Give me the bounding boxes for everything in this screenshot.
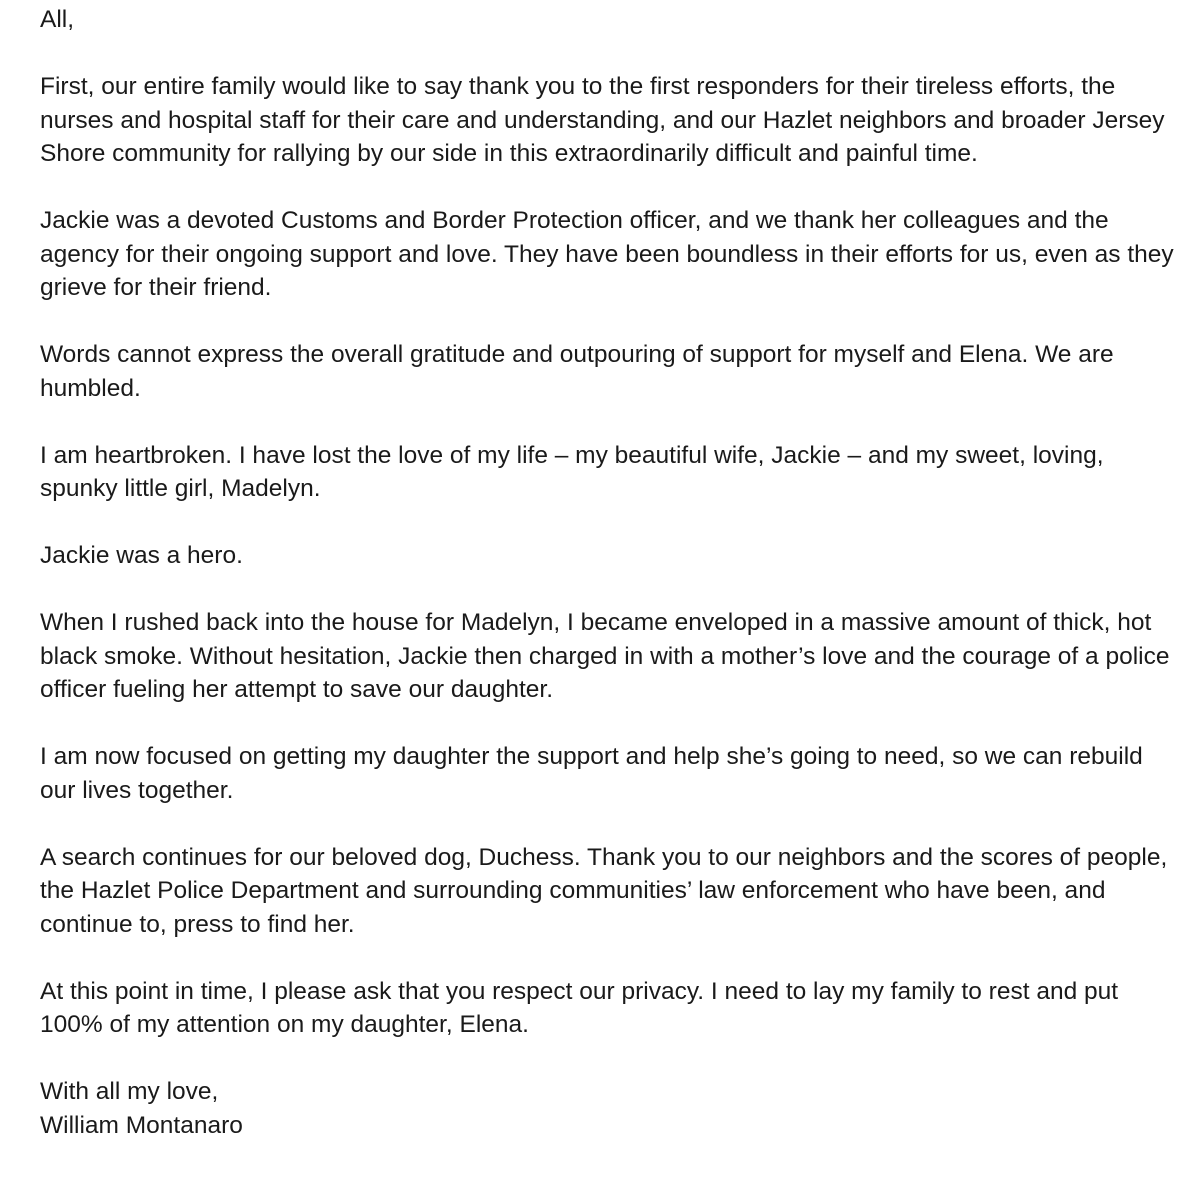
paragraph-hero: Jackie was a hero. — [40, 542, 243, 569]
letter-body — [40, 0, 1175, 1142]
signature: William Montanaro — [40, 1111, 243, 1139]
paragraph-search-dog: A search continues for our beloved dog, Duchess. Thank you to our neighbors and the scores of people, the Hazlet Police Department and surrounding communities’ law enforcement who have been, and continue to, press to find her. — [40, 843, 1168, 938]
paragraph-gratitude: Words cannot express the overall gratitude and outpouring of support for myself and Elena. We are humbled. — [40, 341, 1114, 402]
paragraph-heartbroken: I am heartbroken. I have lost the love of my life – my beautiful wife, Jackie – and my sweet, loving, spunky little girl, Madelyn. — [40, 441, 1104, 502]
paragraph-jackie-officer: Jackie was a devoted Customs and Border Protection officer, and we thank her colleagues and the agency for their ongoing support and love. They have been boundless in their efforts for us, even as they grieve for their friend. — [40, 207, 1174, 301]
paragraph-thanks-responders: First, our entire family would like to say thank you to the first responders for their tireless efforts, the nurses and hospital staff for their care and understanding, and our Hazlet neighbors and broader Jersey Shore community for rallying by our side in this extraordinarily difficult and painful time. — [40, 73, 1165, 167]
greeting: All, — [40, 6, 75, 33]
paragraph-focus-daughter: I am now focused on getting my daughter the support and help she’s going to need, so we can rebuild our lives together. — [40, 743, 1143, 804]
paragraph-fire-account: When I rushed back into the house for Madelyn, I became enveloped in a massive amount of thick, hot black smoke. Without hesitation, Jackie then charged in with a mother’s love and the courage of a police officer fueling her attempt to save our daughter. — [40, 609, 1170, 703]
closing-block — [40, 1075, 1175, 1142]
paragraph-privacy: At this point in time, I please ask that you respect our privacy. I need to lay my family to rest and put 100% of my attention on my daughter, Elena. — [40, 977, 1119, 1038]
closing-line: With all my love, — [40, 1078, 219, 1105]
